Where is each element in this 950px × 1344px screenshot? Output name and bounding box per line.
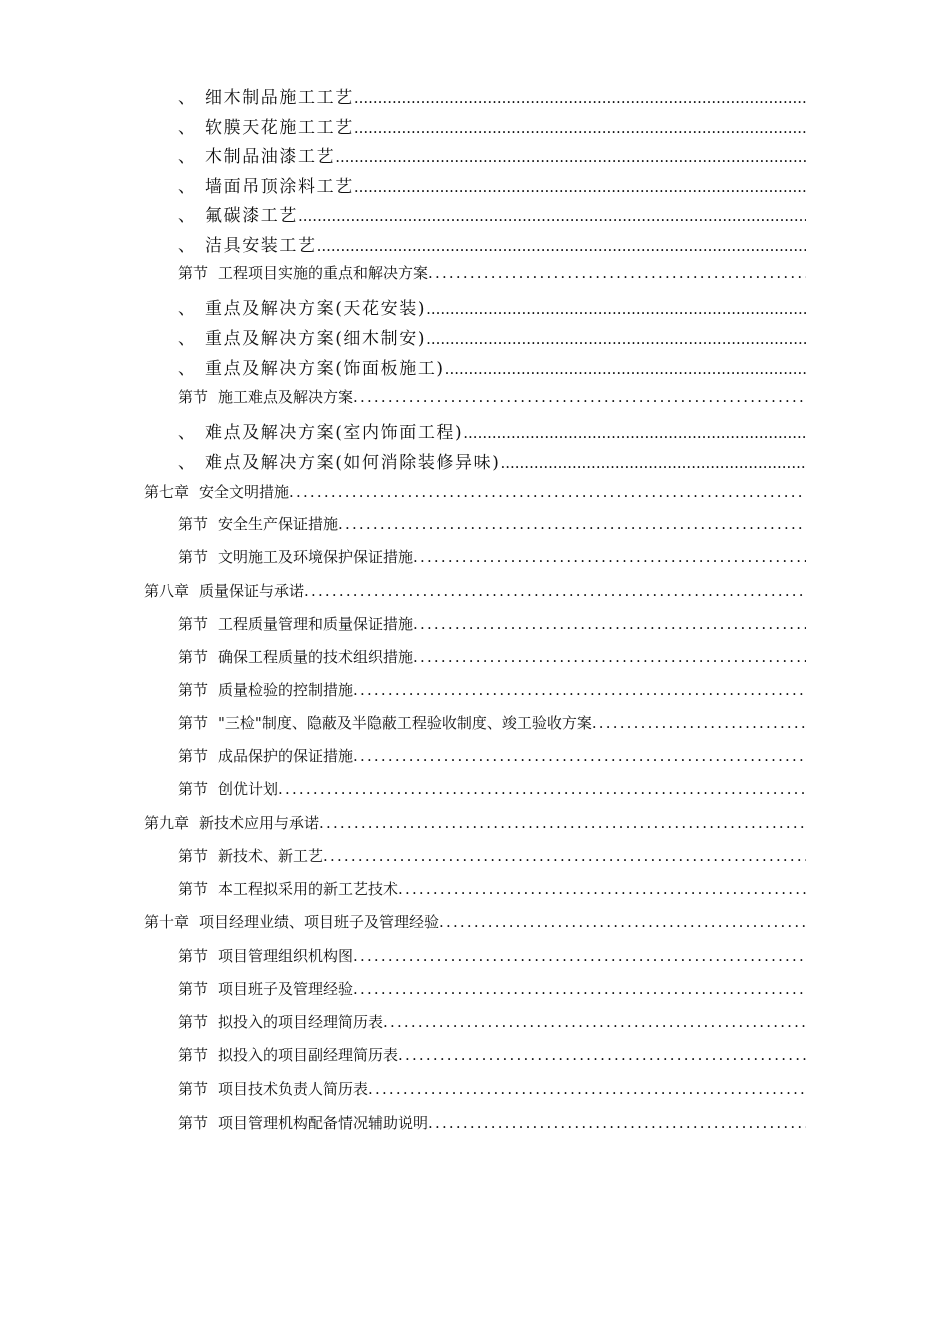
toc-title: 软膜天花施工工艺 xyxy=(205,118,354,138)
toc-marker: 第十章 xyxy=(144,913,190,931)
toc-title: 项目班子及管理经验 xyxy=(218,980,354,998)
toc-title: 工程项目实施的重点和解决方案 xyxy=(218,264,429,282)
toc-item xyxy=(178,231,806,256)
toc-marker: 、 xyxy=(178,206,197,226)
toc-item xyxy=(178,354,806,379)
toc-title: 质量检验的控制措施 xyxy=(218,681,354,699)
toc-title: 项目技术负责人简历表 xyxy=(218,1080,369,1098)
toc-dot-leader xyxy=(398,880,806,898)
toc-title: 拟投入的项目经理简历表 xyxy=(218,1013,384,1031)
toc-dot-leader xyxy=(278,780,806,798)
toc-dot-leader xyxy=(289,483,806,501)
toc-chapter xyxy=(144,812,806,833)
toc-item xyxy=(178,142,806,167)
toc-section xyxy=(178,745,806,766)
toc-dot-leader xyxy=(353,747,806,765)
toc-section xyxy=(178,513,806,534)
toc-chapter xyxy=(144,481,806,502)
toc-title: 拟投入的项目副经理简历表 xyxy=(218,1046,399,1064)
toc-item xyxy=(178,448,806,473)
toc-dot-leader xyxy=(383,1013,806,1031)
toc-marker: 第节 xyxy=(178,515,209,533)
toc-section xyxy=(178,613,806,634)
toc-item xyxy=(178,324,806,349)
toc-marker: 、 xyxy=(178,88,197,108)
toc-item xyxy=(178,418,806,443)
toc-section xyxy=(178,546,806,567)
toc-marker: 第节 xyxy=(178,648,209,666)
toc-title: 新技术应用与承诺 xyxy=(199,814,320,832)
toc-dot-leader xyxy=(428,264,806,282)
toc-marker: 第节 xyxy=(178,880,209,898)
toc-marker: 、 xyxy=(178,299,197,319)
toc-section xyxy=(178,878,806,899)
toc-dot-leader xyxy=(353,947,806,965)
toc-dot-leader xyxy=(592,714,806,732)
toc-marker: 第节 xyxy=(178,980,209,998)
toc-marker: 、 xyxy=(178,423,197,443)
toc-marker: 第节 xyxy=(178,1080,209,1098)
toc-section xyxy=(178,1078,806,1099)
toc-marker: 、 xyxy=(178,453,197,473)
toc-section xyxy=(178,1044,806,1065)
toc-dot-leader xyxy=(354,119,806,137)
toc-marker: 第节 xyxy=(178,681,209,699)
toc-marker: 、 xyxy=(178,329,197,349)
toc-marker: 第节 xyxy=(178,264,209,282)
toc-title: 安全文明措施 xyxy=(199,483,290,501)
toc-title: "三检"制度、隐蔽及半隐蔽工程验收制度、竣工验收方案 xyxy=(218,714,592,732)
toc-title: 确保工程质量的技术组织措施 xyxy=(218,648,414,666)
toc-title: 项目管理组织机构图 xyxy=(218,947,354,965)
toc-dot-leader xyxy=(368,1080,806,1098)
toc-marker: 第七章 xyxy=(144,483,190,501)
toc-title: 质量保证与承诺 xyxy=(199,582,305,600)
toc-dot-leader xyxy=(445,360,806,378)
toc-dot-leader xyxy=(335,148,806,166)
toc-dot-leader xyxy=(500,454,806,472)
toc-title: 工程质量管理和质量保证措施 xyxy=(218,615,414,633)
toc-dot-leader xyxy=(413,648,806,666)
toc-title: 创优计划 xyxy=(218,780,279,798)
toc-title: 重点及解决方案(细木制安) xyxy=(205,329,427,349)
toc-marker: 、 xyxy=(178,118,197,138)
toc-title: 施工难点及解决方案 xyxy=(218,388,354,406)
toc-section xyxy=(178,945,806,966)
toc-marker: 第节 xyxy=(178,780,209,798)
toc-marker: 第节 xyxy=(178,388,209,406)
toc-marker: 第节 xyxy=(178,947,209,965)
toc-title: 难点及解决方案(室内饰面工程) xyxy=(205,423,464,443)
toc-marker: 、 xyxy=(178,359,197,379)
toc-title: 安全生产保证措施 xyxy=(218,515,339,533)
toc-dot-leader xyxy=(413,615,806,633)
toc-dot-leader xyxy=(398,1046,806,1064)
toc-item xyxy=(178,201,806,226)
toc-title: 新技术、新工艺 xyxy=(218,847,324,865)
toc-section xyxy=(178,1011,806,1032)
toc-title: 木制品油漆工艺 xyxy=(205,147,336,167)
toc-title: 洁具安装工艺 xyxy=(205,236,317,256)
toc-title: 成品保护的保证措施 xyxy=(218,747,354,765)
toc-section xyxy=(178,679,806,700)
toc-item xyxy=(178,294,806,319)
toc-title: 文明施工及环境保护保证措施 xyxy=(218,548,414,566)
toc-dot-leader xyxy=(304,582,806,600)
toc-dot-leader xyxy=(317,237,806,255)
toc-chapter xyxy=(144,911,806,932)
toc-section xyxy=(178,978,806,999)
toc-chapter xyxy=(144,580,806,601)
toc-section xyxy=(178,712,806,733)
toc-marker: 第节 xyxy=(178,548,209,566)
toc-marker: 第节 xyxy=(178,1046,209,1064)
toc-item xyxy=(178,83,806,108)
toc-marker: 第节 xyxy=(178,1114,209,1132)
toc-title: 重点及解决方案(饰面板施工) xyxy=(205,359,445,379)
toc-dot-leader xyxy=(428,1114,806,1132)
toc-title: 难点及解决方案(如何消除装修异味) xyxy=(205,453,501,473)
toc-dot-leader xyxy=(338,515,806,533)
toc-dot-leader xyxy=(298,207,806,225)
toc-item xyxy=(178,172,806,197)
toc-title: 细木制品施工工艺 xyxy=(205,88,354,108)
toc-marker: 第节 xyxy=(178,847,209,865)
toc-section xyxy=(178,646,806,667)
toc-title: 重点及解决方案(天花安装) xyxy=(205,299,427,319)
toc-dot-leader xyxy=(463,424,806,442)
toc-title: 本工程拟采用的新工艺技术 xyxy=(218,880,399,898)
toc-marker: 第节 xyxy=(178,747,209,765)
toc-dot-leader xyxy=(319,814,806,832)
toc-marker: 第节 xyxy=(178,615,209,633)
toc-marker: 第节 xyxy=(178,714,209,732)
toc-title: 项目经理业绩、项目班子及管理经验 xyxy=(199,913,440,931)
toc-dot-leader xyxy=(426,330,806,348)
toc-dot-leader xyxy=(354,178,806,196)
toc-dot-leader xyxy=(426,300,806,318)
toc-marker: 第八章 xyxy=(144,582,190,600)
toc-marker: 第节 xyxy=(178,1013,209,1031)
toc-dot-leader xyxy=(353,980,806,998)
toc-section xyxy=(178,845,806,866)
toc-dot-leader xyxy=(353,681,806,699)
toc-title: 氟碳漆工艺 xyxy=(205,206,298,226)
toc-marker: 、 xyxy=(178,236,197,256)
toc-section xyxy=(178,262,806,283)
toc-dot-leader xyxy=(354,89,806,107)
toc-dot-leader xyxy=(323,847,806,865)
toc-section xyxy=(178,778,806,799)
toc-dot-leader xyxy=(413,548,806,566)
toc-item xyxy=(178,113,806,138)
toc-dot-leader xyxy=(439,913,806,931)
toc-section xyxy=(178,386,806,407)
toc-marker: 、 xyxy=(178,147,197,167)
toc-section xyxy=(178,1112,806,1133)
toc-title: 墙面吊顶涂料工艺 xyxy=(205,177,354,197)
toc-dot-leader xyxy=(353,388,806,406)
toc-marker: 、 xyxy=(178,177,197,197)
toc-title: 项目管理机构配备情况辅助说明 xyxy=(218,1114,429,1132)
toc-marker: 第九章 xyxy=(144,814,190,832)
